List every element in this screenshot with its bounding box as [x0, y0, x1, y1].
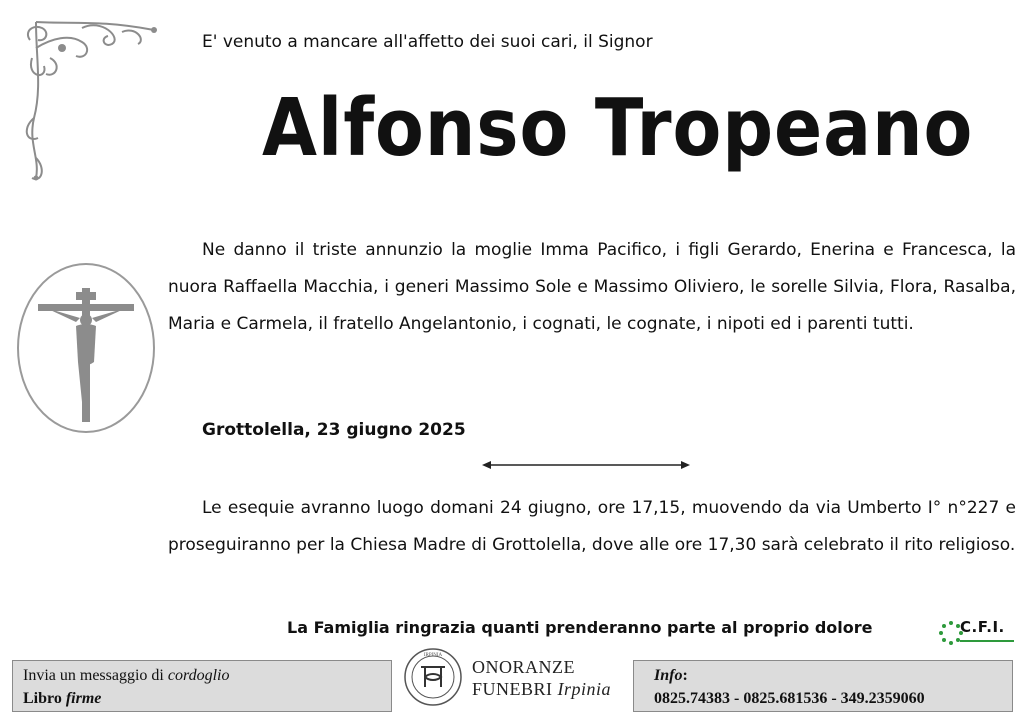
- flourish-ornament-icon: [22, 18, 162, 188]
- deceased-name: Alfonso Tropeano: [262, 82, 974, 174]
- place-date: Grottolella, 23 giugno 2025: [202, 420, 466, 440]
- condolence-box[interactable]: [12, 660, 392, 712]
- seal-top-text: IRPINIA: [423, 653, 443, 658]
- family-notice: Ne danno il triste annunzio la moglie Imma Pacifico, i figli Gerardo, Enerina e Francesca, la nuora Raffaella Macchia, i generi Massimo Sole e Massimo Oliviero, le sorelle Silvia, Flora, Rasalba, Maria e Carmela, il fratello Angelantonio, i cognati, le cognate, i nipoti ed i parenti tutti.: [168, 240, 1016, 334]
- cfi-logo-text: C.F.I.: [960, 618, 1005, 636]
- intro-line: E' venuto a mancare all'affetto dei suoi cari, il Signor: [202, 32, 653, 52]
- cfi-logo: [938, 616, 1018, 652]
- family-thanks: La Famiglia ringrazia quanti prenderanno parte al proprio dolore: [287, 618, 873, 637]
- company-name: ONORANZE FUNEBRI Irpinia: [472, 657, 612, 699]
- info-box: Info: 0825.74383 - 0825.681536 - 349.2359060: [633, 660, 1013, 712]
- onoranze-funebri-seal-icon: [403, 647, 463, 707]
- phone-numbers[interactable]: 0825.74383 - 0825.681536 - 349.2359060: [654, 690, 925, 707]
- double-arrow-divider-icon: [482, 458, 690, 472]
- info-label: Info: [654, 667, 683, 684]
- funeral-details: Le esequie avranno luogo domani 24 giugno, ore 17,15, muovendo da via Umberto I° n°227 e proseguiranno per la Chiesa Madre di Grottolella, dove alle ore 17,30 sarà celebrato il rito religioso.: [168, 498, 1016, 555]
- condolence-message-link[interactable]: Invia un messaggio di cordoglio: [23, 667, 230, 684]
- guestbook-link[interactable]: Libro firme: [23, 690, 102, 707]
- cfi-logo-underline: [960, 640, 1014, 642]
- crucifix-icon: [16, 262, 156, 434]
